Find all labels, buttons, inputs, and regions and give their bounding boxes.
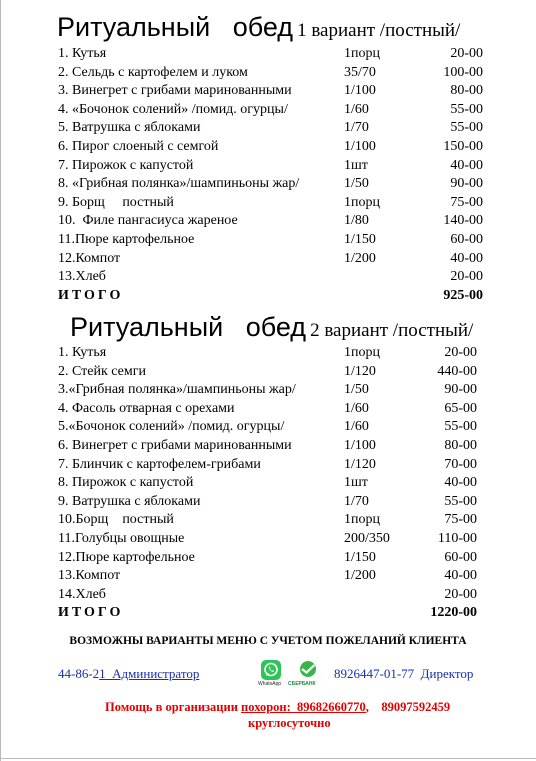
- menu-row: [58, 474, 498, 493]
- menu-total-label: ИТОГО: [58, 605, 124, 621]
- menu-item-name: 8. Пирожок с капустой: [58, 475, 194, 491]
- menu-item-portion: 200/350: [344, 530, 390, 546]
- sberbank-logo-icon: [293, 659, 323, 681]
- menu-item-price: 70-00: [444, 456, 477, 472]
- director-contact[interactable]: 8926447-01-77 Директор: [334, 666, 474, 681]
- section2-menu: [58, 344, 498, 623]
- menu-item-portion: 1/100: [344, 83, 376, 99]
- menu-item-price: 40-00: [444, 568, 477, 584]
- menu-item-portion: 1порц: [344, 194, 380, 210]
- menu-item-name: 1. Кутья: [58, 345, 107, 360]
- menu-note: ВОЗМОЖНЫ ВАРИАНТЫ МЕНЮ С УЧЕТОМ ПОЖЕЛАНИЙ КЛИЕНТА: [69, 635, 467, 647]
- menu-item-portion: 1порц: [344, 512, 380, 528]
- menu-row: [58, 456, 498, 475]
- menu-row: [58, 511, 498, 530]
- menu-item-name: 12.Компот: [58, 250, 121, 266]
- section1-menu: [58, 45, 498, 305]
- section2-title-variant: 2 вариант /постный/: [310, 320, 474, 341]
- menu-item-portion: 1/50: [344, 382, 369, 398]
- menu-item-name: 14.Хлеб: [58, 586, 106, 602]
- menu-item-portion: 1/70: [344, 493, 369, 509]
- menu-item-name: 13.Хлеб: [58, 269, 106, 285]
- menu-item-price: 75-00: [450, 194, 483, 210]
- menu-item-price: 80-00: [450, 83, 483, 99]
- menu-row: [58, 138, 498, 157]
- menu-item-price: 20-00: [444, 586, 477, 602]
- section1-title-main: Ритуальный обед: [57, 12, 294, 42]
- menu-item-name: 7. Пирожок с капустой: [58, 157, 194, 173]
- contacts-row: [0, 666, 536, 696]
- menu-row: [58, 530, 498, 549]
- menu-item-price: 65-00: [444, 400, 477, 416]
- help-line-2: круглосуточно: [248, 716, 331, 730]
- menu-item-portion: 1/100: [344, 138, 376, 154]
- menu-row: [58, 381, 498, 400]
- menu-row: [58, 586, 498, 605]
- menu-total-price: 1220-00: [430, 605, 477, 621]
- menu-row: [58, 437, 498, 456]
- menu-item-name: 11.Голубцы овощные: [58, 530, 185, 546]
- menu-item-price: 75-00: [444, 512, 477, 528]
- menu-item-name: 13.Компот: [58, 568, 121, 584]
- menu-item-price: 55-00: [450, 120, 483, 136]
- menu-item-price: 20-00: [450, 46, 483, 61]
- menu-item-portion: 1/60: [344, 400, 369, 416]
- menu-item-name: 1. Кутья: [58, 46, 107, 61]
- menu-item-name: 6. Винегрет с грибами маринованными: [58, 437, 292, 453]
- menu-row: [58, 194, 498, 213]
- section2-title-main: Ритуальный обед: [70, 312, 307, 342]
- menu-item-price: 40-00: [450, 157, 483, 173]
- menu-row: [58, 101, 498, 120]
- menu-total-row: [58, 287, 498, 306]
- menu-item-portion: 1/120: [344, 456, 376, 472]
- admin-phone-end: 1 Администратор: [99, 666, 200, 681]
- help-line-1: [105, 700, 450, 715]
- menu-item-name: 4. «Бочонок солений» /помид. огурцы/: [58, 101, 288, 117]
- menu-item-price: 90-00: [444, 382, 477, 398]
- menu-total-row: [58, 604, 498, 623]
- menu-item-portion: 1/60: [344, 101, 369, 117]
- whatsapp-caption: WhatsApp: [258, 681, 282, 687]
- menu-total-price: 925-00: [443, 287, 483, 303]
- menu-item-price: 55-00: [444, 419, 477, 435]
- menu-item-price: 440-00: [437, 363, 477, 379]
- menu-total-label: ИТОГО: [58, 287, 124, 303]
- menu-item-name: 3.«Грибная полянка»/шампиньоны жар/: [58, 382, 296, 398]
- menu-item-portion: 35/70: [344, 64, 376, 80]
- menu-item-price: 80-00: [444, 437, 477, 453]
- admin-phone-start: 44-86-2: [58, 666, 100, 681]
- menu-item-price: 60-00: [450, 231, 483, 247]
- menu-item-name: 3. Винегрет с грибами маринованными: [58, 83, 292, 99]
- menu-item-name: 12.Пюре картофельное: [58, 549, 195, 565]
- menu-item-name: 5. Ватрушка с яблоками: [58, 120, 201, 136]
- menu-row: [58, 567, 498, 586]
- whatsapp-icon[interactable]: [261, 660, 281, 680]
- section1-title-variant: 1 вариант /постный/: [297, 20, 461, 41]
- menu-item-portion: 1/200: [344, 250, 376, 266]
- menu-item-price: 40-00: [450, 250, 483, 266]
- help-phone-link[interactable]: похорон: 89682660770: [241, 700, 366, 714]
- menu-row: [58, 400, 498, 419]
- menu-item-portion: 1/70: [344, 120, 369, 136]
- menu-row: [58, 82, 498, 101]
- menu-row: [58, 493, 498, 512]
- menu-item-price: 110-00: [437, 530, 477, 546]
- menu-row: [58, 231, 498, 250]
- menu-item-price: 40-00: [444, 475, 477, 491]
- help-prefix: Помощь в организации: [105, 700, 242, 714]
- menu-row: [58, 119, 498, 138]
- menu-item-portion: 1/120: [344, 363, 376, 379]
- menu-item-price: 20-00: [450, 269, 483, 285]
- menu-item-portion: 1/150: [344, 231, 376, 247]
- help-phone-2: , 89097592459: [365, 700, 451, 714]
- menu-row: [58, 250, 498, 269]
- menu-item-name: 2. Сельдь с картофелем и луком: [58, 64, 248, 80]
- menu-row: [58, 268, 498, 287]
- menu-item-portion: 1/80: [344, 213, 369, 229]
- menu-item-portion: 1/60: [344, 419, 369, 435]
- menu-item-name: 5.«Бочонок солений» /помид. огурцы/: [58, 419, 285, 435]
- menu-item-price: 55-00: [450, 101, 483, 117]
- menu-row: [58, 363, 498, 382]
- section2-title: [70, 314, 473, 341]
- menu-item-portion: 1шт: [344, 157, 368, 173]
- menu-item-name: 6. Пирог слоеный с семгой: [58, 138, 219, 154]
- menu-item-name: 2. Стейк семги: [58, 363, 146, 379]
- page-bottom-edge: [0, 758, 536, 759]
- menu-item-name: 7. Блинчик с картофелем-грибами: [58, 456, 261, 472]
- menu-item-price: 20-00: [444, 345, 477, 360]
- menu-item-name: 11.Пюре картофельное: [58, 231, 195, 247]
- menu-item-price: 60-00: [444, 549, 477, 565]
- menu-row: [58, 344, 498, 363]
- menu-item-portion: 1/100: [344, 437, 376, 453]
- menu-item-portion: 1шт: [344, 475, 368, 491]
- menu-item-name: 10.Борщ постный: [58, 512, 174, 528]
- menu-item-name: 8. «Грибная полянка»/шампиньоны жар/: [58, 176, 300, 192]
- menu-row: [58, 64, 498, 83]
- sberbank-caption: СБЕРБАНК: [288, 681, 316, 687]
- menu-row: [58, 175, 498, 194]
- menu-row: [58, 157, 498, 176]
- menu-row: [58, 212, 498, 231]
- menu-row: [58, 549, 498, 568]
- menu-item-price: 100-00: [443, 64, 483, 80]
- menu-item-name: 4. Фасоль отварная с орехами: [58, 400, 235, 416]
- menu-item-price: 90-00: [450, 176, 483, 192]
- menu-item-portion: 1/150: [344, 549, 376, 565]
- section1-title: [57, 14, 460, 41]
- menu-item-name: 9. Ватрушка с яблоками: [58, 493, 201, 509]
- menu-item-portion: 1/200: [344, 568, 376, 584]
- menu-item-name: 10. Филе пангасиуса жареное: [58, 213, 238, 229]
- menu-item-portion: 1/50: [344, 176, 369, 192]
- menu-item-price: 55-00: [444, 493, 477, 509]
- menu-item-name: 9. Борщ постный: [58, 194, 174, 210]
- menu-item-portion: 1порц: [344, 46, 380, 61]
- menu-item-price: 140-00: [443, 213, 483, 229]
- menu-row: [58, 418, 498, 437]
- menu-row: [58, 45, 498, 64]
- admin-contact[interactable]: [58, 666, 199, 682]
- menu-item-portion: 1порц: [344, 345, 380, 360]
- menu-item-price: 150-00: [443, 138, 483, 154]
